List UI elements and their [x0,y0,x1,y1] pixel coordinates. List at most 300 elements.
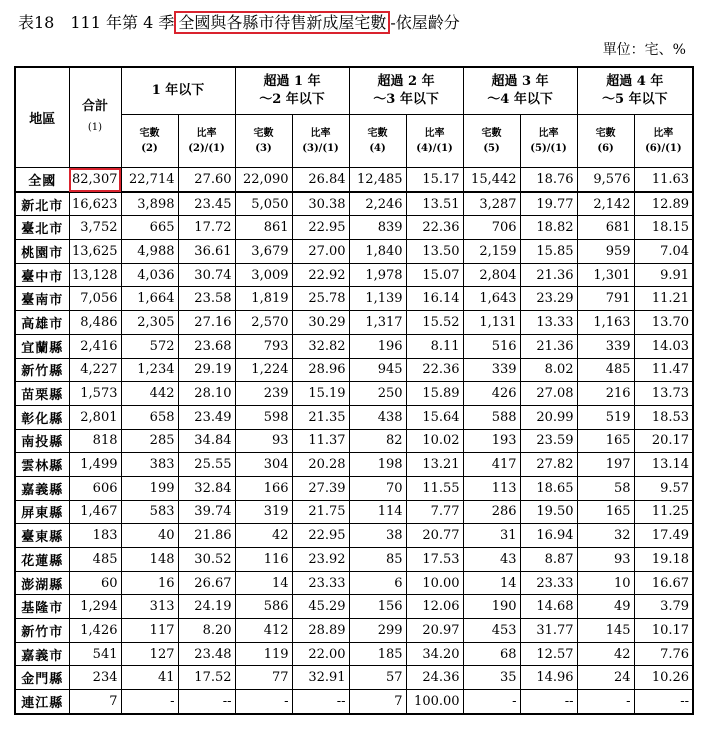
count-cell: 1,643 [463,287,520,311]
header-ratio-index: (4)/(1) [416,143,453,154]
count-cell: 16 [121,571,178,595]
count-cell: - [235,690,292,714]
ratio-cell: 24.36 [406,666,463,690]
ratio-cell: 22.95 [292,524,349,548]
count-cell: 665 [121,216,178,240]
header-ratio-label: 比率 [538,128,559,139]
ratio-cell: 13.50 [406,240,463,264]
header-total [69,67,121,168]
ratio-cell: 32.84 [178,476,235,500]
ratio-cell: 21.36 [520,263,577,287]
ratio-cell: 23.33 [520,571,577,595]
count-cell: 35 [463,666,520,690]
count-cell: 1,317 [349,311,406,335]
count-cell: 383 [121,453,178,477]
ratio-cell: 34.84 [178,429,235,453]
ratio-cell: 15.64 [406,405,463,429]
header-count-label: 宅數 [481,128,502,139]
ratio-cell: 26.67 [178,571,235,595]
total-cell: 485 [69,548,121,572]
region-cell: 澎湖縣 [15,571,69,595]
count-cell: 38 [349,524,406,548]
count-cell: 4,988 [121,240,178,264]
count-cell: 3,287 [463,192,520,216]
ratio-cell: 20.77 [406,524,463,548]
header-group-label-2: ～2 年以下 [259,92,325,107]
count-cell: 6 [349,571,406,595]
count-cell: 1,301 [577,263,634,287]
count-cell: 839 [349,216,406,240]
ratio-cell: 34.20 [406,642,463,666]
region-cell: 臺東縣 [15,524,69,548]
count-cell: 185 [349,642,406,666]
ratio-cell: 20.99 [520,405,577,429]
header-count-index: (2) [141,143,158,154]
ratio-cell: -- [178,690,235,714]
ratio-cell: 23.92 [292,548,349,572]
header-ratio-index: (2)/(1) [188,143,225,154]
ratio-cell: 19.77 [520,192,577,216]
count-cell: 1,978 [349,263,406,287]
header-count-label: 宅數 [253,128,274,139]
ratio-cell: 11.21 [634,287,693,311]
count-cell: 2,142 [577,192,634,216]
ratio-cell: 11.47 [634,358,693,382]
count-cell: 453 [463,619,520,643]
ratio-cell: -- [292,690,349,714]
ratio-cell: 11.37 [292,429,349,453]
region-cell: 連江縣 [15,690,69,714]
header-total-label: 合計 [81,99,108,114]
data-table [14,66,694,715]
ratio-cell: 23.59 [520,429,577,453]
count-cell: - [121,690,178,714]
table-body [15,168,693,714]
header-group-2 [235,67,349,115]
ratio-cell: 27.08 [520,382,577,406]
count-cell: 793 [235,334,292,358]
header-group-5 [577,67,693,115]
ratio-cell: 15.19 [292,382,349,406]
table-row [15,168,693,192]
ratio-cell: 23.33 [292,571,349,595]
ratio-cell: 20.17 [634,429,693,453]
ratio-cell: 31.77 [520,619,577,643]
ratio-cell: 22.92 [292,263,349,287]
ratio-cell: 11.63 [634,168,693,192]
count-cell: 299 [349,619,406,643]
count-cell: 286 [463,500,520,524]
ratio-cell: 12.89 [634,192,693,216]
ratio-cell: 30.29 [292,311,349,335]
count-cell: 24 [577,666,634,690]
region-cell: 苗栗縣 [15,382,69,406]
region-cell: 桃園市 [15,240,69,264]
header-count-index: (5) [483,143,500,154]
count-cell: 199 [121,476,178,500]
header-count [463,115,520,168]
ratio-cell: 30.38 [292,192,349,216]
header-group-3 [349,67,463,115]
ratio-cell: 18.15 [634,216,693,240]
table-row [15,548,693,572]
count-cell: 588 [463,405,520,429]
count-cell: 319 [235,500,292,524]
count-cell: 14 [235,571,292,595]
region-cell: 臺中市 [15,263,69,287]
count-cell: 861 [235,216,292,240]
ratio-cell: 10.02 [406,429,463,453]
table-row [15,429,693,453]
region-cell: 新北市 [15,192,69,216]
count-cell: 3,009 [235,263,292,287]
ratio-cell: 18.82 [520,216,577,240]
ratio-cell: 8.20 [178,619,235,643]
count-cell: 1,819 [235,287,292,311]
ratio-cell: 17.52 [178,666,235,690]
total-cell: 183 [69,524,121,548]
ratio-cell: 25.78 [292,287,349,311]
count-cell: 1,139 [349,287,406,311]
total-cell: 7,056 [69,287,121,311]
region-cell: 嘉義縣 [15,476,69,500]
ratio-cell: 30.74 [178,263,235,287]
ratio-cell: 9.57 [634,476,693,500]
count-cell: 127 [121,642,178,666]
header-group-label: 超過 4 年 [606,74,664,89]
ratio-cell: 23.29 [520,287,577,311]
ratio-cell: 23.45 [178,192,235,216]
ratio-cell: 23.48 [178,642,235,666]
count-cell: 2,246 [349,192,406,216]
count-cell: 426 [463,382,520,406]
ratio-cell: 32.82 [292,334,349,358]
region-cell: 嘉義市 [15,642,69,666]
ratio-cell: 22.95 [292,216,349,240]
ratio-cell: 15.07 [406,263,463,287]
ratio-cell: 19.50 [520,500,577,524]
header-group-label-2: ～3 年以下 [373,92,439,107]
region-cell: 基隆市 [15,595,69,619]
count-cell: 586 [235,595,292,619]
count-cell: 1,131 [463,311,520,335]
count-cell: 190 [463,595,520,619]
count-cell: 43 [463,548,520,572]
total-cell: 818 [69,429,121,453]
header-group-label: 超過 3 年 [491,74,549,89]
ratio-cell: 23.49 [178,405,235,429]
title-suffix: -依屋齡分 [390,13,460,32]
ratio-cell: 14.96 [520,666,577,690]
count-cell: 117 [121,619,178,643]
table-row [15,619,693,643]
ratio-cell: 26.84 [292,168,349,192]
table-row [15,571,693,595]
table-row [15,666,693,690]
count-cell: 58 [577,476,634,500]
count-cell: 57 [349,666,406,690]
table-row [15,405,693,429]
table-row [15,240,693,264]
count-cell: 197 [577,453,634,477]
header-group-label: 超過 2 年 [377,74,435,89]
count-cell: 572 [121,334,178,358]
ratio-cell: -- [520,690,577,714]
ratio-cell: 10.17 [634,619,693,643]
ratio-cell: 15.52 [406,311,463,335]
table-row [15,642,693,666]
count-cell: 166 [235,476,292,500]
ratio-cell: 7.04 [634,240,693,264]
header-ratio-label: 比率 [196,128,217,139]
header-group-label: 超過 1 年 [263,74,321,89]
header-count-index: (3) [255,143,272,154]
header-row-groups [15,67,693,115]
region-cell: 彰化縣 [15,405,69,429]
ratio-cell: 22.00 [292,642,349,666]
count-cell: 313 [121,595,178,619]
table-row [15,595,693,619]
count-cell: 519 [577,405,634,429]
total-cell: 3,752 [69,216,121,240]
total-cell: 234 [69,666,121,690]
ratio-cell: 12.57 [520,642,577,666]
ratio-cell: 28.10 [178,382,235,406]
ratio-cell: 23.68 [178,334,235,358]
count-cell: 583 [121,500,178,524]
header-ratio-label: 比率 [653,128,674,139]
count-cell: 959 [577,240,634,264]
ratio-cell: 7.76 [634,642,693,666]
total-cell: 2,801 [69,405,121,429]
count-cell: 15,442 [463,168,520,192]
count-cell: 22,714 [121,168,178,192]
total-cell: 2,416 [69,334,121,358]
header-count [577,115,634,168]
table-row [15,287,693,311]
ratio-cell: 18.76 [520,168,577,192]
count-cell: 1,224 [235,358,292,382]
count-cell: 516 [463,334,520,358]
ratio-cell: 13.70 [634,311,693,335]
count-cell: 1,234 [121,358,178,382]
region-cell: 南投縣 [15,429,69,453]
ratio-cell: 10.00 [406,571,463,595]
count-cell: 116 [235,548,292,572]
region-cell: 新竹縣 [15,358,69,382]
count-cell: 417 [463,453,520,477]
ratio-cell: 27.82 [520,453,577,477]
count-cell: 31 [463,524,520,548]
ratio-cell: 12.06 [406,595,463,619]
ratio-cell: 14.68 [520,595,577,619]
count-cell: 77 [235,666,292,690]
count-cell: 2,159 [463,240,520,264]
ratio-cell: 11.55 [406,476,463,500]
count-cell: - [463,690,520,714]
ratio-cell: 27.39 [292,476,349,500]
ratio-cell: 21.35 [292,405,349,429]
ratio-cell: 16.14 [406,287,463,311]
header-group-1 [121,67,235,115]
region-cell: 新竹市 [15,619,69,643]
count-cell: 4,036 [121,263,178,287]
ratio-cell: 3.79 [634,595,693,619]
title-highlight: 全國與各縣市待售新成屋宅數 [174,11,390,34]
ratio-cell: 13.51 [406,192,463,216]
header-ratio [178,115,235,168]
count-cell: 165 [577,500,634,524]
ratio-cell: 16.67 [634,571,693,595]
unit-label: 單位：宅、% [602,42,686,58]
count-cell: 438 [349,405,406,429]
ratio-cell: 25.55 [178,453,235,477]
total-cell: 13,625 [69,240,121,264]
count-cell: 412 [235,619,292,643]
header-ratio-index: (6)/(1) [645,143,682,154]
region-cell: 雲林縣 [15,453,69,477]
header-count-label: 宅數 [595,128,616,139]
table-title [18,12,460,34]
header-count-label: 宅數 [367,128,388,139]
header-count-index: (6) [597,143,614,154]
table-row [15,358,693,382]
table-row [15,263,693,287]
ratio-cell: 32.91 [292,666,349,690]
header-group-label-2: ～5 年以下 [602,92,668,107]
header-count [235,115,292,168]
ratio-cell: 23.58 [178,287,235,311]
ratio-cell: 15.89 [406,382,463,406]
region-cell: 金門縣 [15,666,69,690]
ratio-cell: 14.03 [634,334,693,358]
count-cell: 3,898 [121,192,178,216]
table-row [15,690,693,714]
count-cell: 70 [349,476,406,500]
ratio-cell: 21.75 [292,500,349,524]
region-cell: 臺北市 [15,216,69,240]
count-cell: 9,576 [577,168,634,192]
count-cell: 442 [121,382,178,406]
count-cell: 1,840 [349,240,406,264]
ratio-cell: 36.61 [178,240,235,264]
count-cell: 3,679 [235,240,292,264]
ratio-cell: 21.36 [520,334,577,358]
count-cell: 42 [235,524,292,548]
total-cell: 1,499 [69,453,121,477]
region-cell: 花蓮縣 [15,548,69,572]
ratio-cell: 39.74 [178,500,235,524]
ratio-cell: 7.77 [406,500,463,524]
count-cell: 250 [349,382,406,406]
count-cell: 119 [235,642,292,666]
ratio-cell: 100.00 [406,690,463,714]
header-count [349,115,406,168]
count-cell: 14 [463,571,520,595]
count-cell: 658 [121,405,178,429]
ratio-cell: 8.87 [520,548,577,572]
ratio-cell: 16.94 [520,524,577,548]
count-cell: 706 [463,216,520,240]
ratio-cell: 10.26 [634,666,693,690]
header-ratio-index: (3)/(1) [302,143,339,154]
ratio-cell: 13.21 [406,453,463,477]
total-cell: 4,227 [69,358,121,382]
count-cell: 2,570 [235,311,292,335]
count-cell: 165 [577,429,634,453]
total-cell: 1,467 [69,500,121,524]
table-row [15,524,693,548]
table-row [15,476,693,500]
header-total-index: (1) [87,122,103,133]
count-cell: 114 [349,500,406,524]
ratio-cell: 20.28 [292,453,349,477]
total-cell: 82,307 [69,168,121,192]
count-cell: 68 [463,642,520,666]
count-cell: 49 [577,595,634,619]
count-cell: 32 [577,524,634,548]
table-row [15,311,693,335]
ratio-cell: 13.14 [634,453,693,477]
header-group-label-2: ～4 年以下 [487,92,553,107]
header-ratio-label: 比率 [310,128,331,139]
total-cell: 1,573 [69,382,121,406]
header-count-label: 宅數 [139,128,160,139]
count-cell: 339 [577,334,634,358]
ratio-cell: 27.16 [178,311,235,335]
count-cell: 12,485 [349,168,406,192]
total-cell: 60 [69,571,121,595]
table-row [15,453,693,477]
count-cell: 239 [235,382,292,406]
count-cell: - [577,690,634,714]
total-cell: 606 [69,476,121,500]
header-region: 地區 [15,67,69,168]
count-cell: 2,804 [463,263,520,287]
header-ratio-label: 比率 [424,128,445,139]
count-cell: 7 [349,690,406,714]
count-cell: 5,050 [235,192,292,216]
ratio-cell: 20.97 [406,619,463,643]
count-cell: 339 [463,358,520,382]
total-cell: 16,623 [69,192,121,216]
count-cell: 1,163 [577,311,634,335]
title-prefix: 表18 111 年第 4 季 [18,13,175,32]
count-cell: 156 [349,595,406,619]
ratio-cell: 29.19 [178,358,235,382]
ratio-cell: 18.65 [520,476,577,500]
count-cell: 193 [463,429,520,453]
header-ratio [292,115,349,168]
count-cell: 42 [577,642,634,666]
count-cell: 304 [235,453,292,477]
table-row [15,192,693,216]
table-row [15,334,693,358]
ratio-cell: 17.53 [406,548,463,572]
ratio-cell: 22.36 [406,216,463,240]
ratio-cell: 13.33 [520,311,577,335]
count-cell: 196 [349,334,406,358]
header-ratio [520,115,577,168]
count-cell: 945 [349,358,406,382]
ratio-cell: 27.00 [292,240,349,264]
count-cell: 93 [235,429,292,453]
count-cell: 681 [577,216,634,240]
total-cell: 1,426 [69,619,121,643]
count-cell: 41 [121,666,178,690]
count-cell: 2,305 [121,311,178,335]
count-cell: 145 [577,619,634,643]
